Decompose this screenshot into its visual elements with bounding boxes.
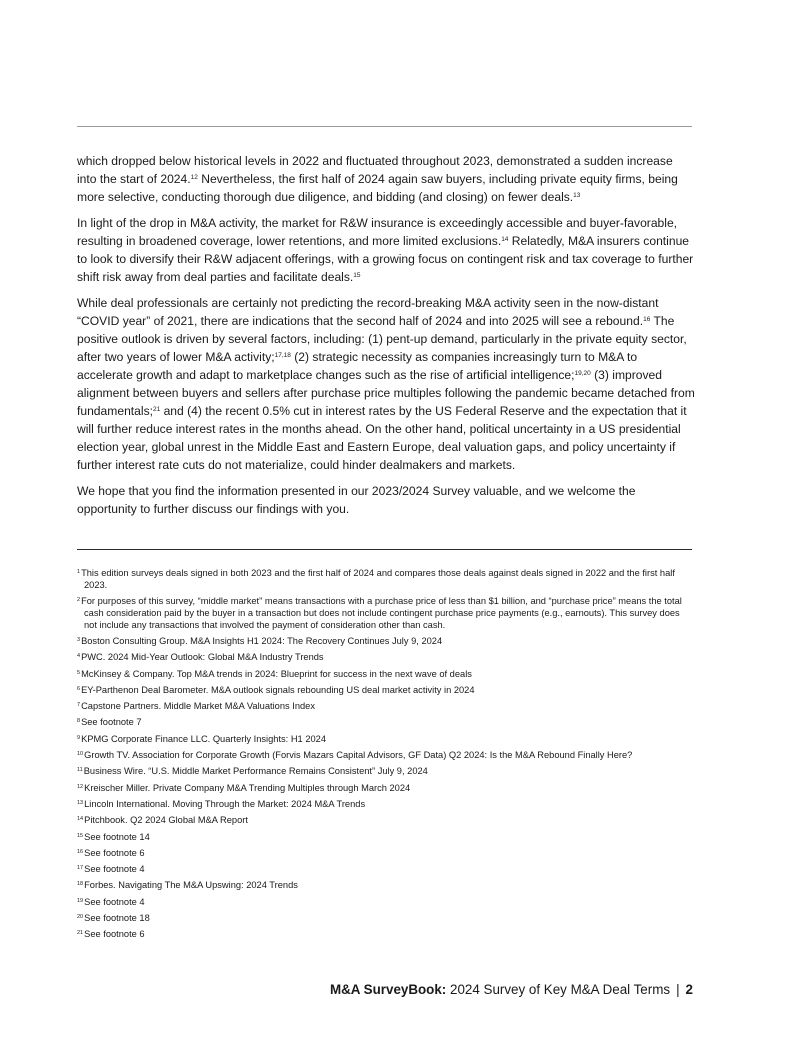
footnote-item	[77, 848, 689, 860]
footnote-text: See footnote 14	[84, 831, 150, 842]
footnote-text: See footnote 4	[84, 896, 145, 907]
footnote-item	[77, 652, 689, 664]
paragraph-text: We hope that you find the information presented in our 2023/2024 Survey valuable, and we welcome the opportunity to further discuss our findings with you.	[77, 484, 636, 516]
paragraph-text: Nevertheless, the first half of 2024 again saw buyers, including private equity firms, being more selective, conducting thorough due diligence, and bidding (and closing) on fewer deals.	[77, 172, 678, 204]
footer-brand: M&A SurveyBook:	[329, 982, 447, 997]
footnote-text: Pitchbook. Q2 2024 Global M&A Report	[84, 815, 248, 826]
footnote-text: This edition surveys deals signed in both 2023 and the first half of 2024 and compares those deals against deals signed in 2022 and the first half 2023.	[81, 568, 675, 590]
footnote-reference: 16	[643, 316, 651, 323]
body-paragraph	[77, 152, 695, 206]
footnote-item	[77, 799, 689, 811]
footnote-number: 16	[77, 848, 84, 855]
footnote-number: 14	[77, 816, 84, 823]
paragraph-text: While deal professionals are certainly not predicting the record-breaking M&A activity seen in the now-distant “COVID year” of 2021, there are indications that the second half of 2024 and into 2025 will see a rebound.	[77, 296, 659, 328]
footnote-item	[77, 669, 689, 681]
footnote-text: Kreischer Miller. Private Company M&A Trending Multiples through March 2024	[84, 782, 411, 793]
footnote-number: 18	[77, 881, 84, 888]
footnote-text: See footnote 6	[84, 929, 145, 940]
footnote-text: See footnote 4	[84, 864, 145, 875]
footnote-reference: 21	[152, 406, 161, 413]
footnote-reference: 15	[353, 272, 361, 279]
paragraph-text: which dropped below historical levels in 2022 and fluctuated throughout 2023, demonstrated a sudden increase into the start of 2024.	[77, 154, 673, 186]
body-paragraph	[77, 214, 695, 286]
paragraph-text: and (4) the recent 0.5% cut in interest rates by the US Federal Reserve and the expectation that it will further reduce interest rates in the months ahead. On the other hand, political uncertainty in a US presidential election year, global unrest in the Middle East and Eastern Europe, deal valuation gaps, and policy uncertainty if further interest rate cuts do not materialize, could hinder dealmakers and markets.	[77, 404, 687, 472]
footnote-item	[77, 701, 689, 713]
footnote-reference: 14	[501, 236, 509, 243]
body-paragraph	[77, 482, 695, 518]
paragraph-text: (2) strategic necessity as companies increasingly turn to M&A to accelerate growth and adapt to marketplace changes such as the rise of artificial intelligence;	[77, 350, 638, 382]
footnote-number: 15	[77, 832, 84, 839]
footnote-number: 11	[77, 767, 83, 774]
footnotes-divider	[77, 549, 692, 550]
footnote-text: KPMG Corporate Finance LLC. Quarterly Insights: H1 2024	[81, 733, 326, 744]
footnote-text: Capstone Partners. Middle Market M&A Valuations Index	[81, 701, 315, 712]
footnote-reference: 17,18	[274, 352, 291, 359]
footnote-number: 19	[77, 897, 84, 904]
paragraph-text: In light of the drop in M&A activity, the market for R&W insurance is exceedingly accessible and buyer-favorable, resulting in broadened coverage, lower retentions, and more limited exclusions.	[77, 216, 678, 248]
body-paragraph	[77, 294, 695, 474]
footnote-text: Forbes. Navigating The M&A Upswing: 2024 Trends	[84, 880, 298, 891]
footnote-text: See footnote 6	[84, 847, 145, 858]
body-text	[77, 152, 695, 526]
footnote-item	[77, 929, 689, 941]
footnote-reference: 13	[573, 192, 581, 199]
footnote-item	[77, 913, 689, 925]
footnote-text: Lincoln International. Moving Through the Market: 2024 M&A Trends	[84, 798, 366, 809]
footnote-text: See footnote 18	[84, 913, 150, 924]
paragraph-text: Relatedly, M&A insurers continue to look to diversify their R&W adjacent offerings, with a growing focus on contingent risk and tax coverage to further shift risk away from deal parties and facilitate deals.	[77, 234, 694, 284]
footnote-item	[77, 864, 689, 876]
footnote-item	[77, 815, 689, 827]
footnote-number: 10	[77, 751, 84, 758]
footnote-text: McKinsey & Company. Top M&A trends in 2024: Blueprint for success in the next wave of deals	[81, 668, 472, 679]
footnote-item	[77, 685, 689, 697]
paragraph-text: (3) improved alignment between buyers and sellers after purchase price multiples following the pandemic became detached from fundamentals;	[77, 368, 695, 418]
paragraph-text: The positive outlook is driven by several factors, including: (1) pent-up demand, particularly in the private equity sector, after two years of lower M&A activity;	[77, 314, 687, 364]
footer-subtitle: 2024 Survey of Key M&A Deal Terms	[446, 982, 671, 997]
page-number: 2	[685, 982, 693, 997]
footnote-item	[77, 636, 689, 648]
footnote-number: 13	[77, 799, 84, 806]
footnote-number: 17	[77, 865, 84, 872]
footnote-text: For purposes of this survey, “middle market” means transactions with a purchase price of less than $1 billion, and “purchase price” means the total cash consideration paid by the buyer in a transaction but does not include contingent purchase price payments (e.g., earnouts). This survey does not include any transactions that involved the payment of consideration other than cash.	[81, 596, 682, 630]
footnote-text: EY-Parthenon Deal Barometer. M&A outlook signals rebounding US deal market activity in 2024	[81, 684, 475, 695]
footnote-number: 21	[77, 930, 84, 937]
footer-separator: |	[676, 982, 680, 997]
footnote-number: 20	[77, 914, 84, 921]
footnote-text: Growth TV. Association for Corporate Growth (Forvis Mazars Capital Advisors, GF Data) Q2 2024: Is the M&A Rebound Finally Here?	[84, 750, 633, 761]
footnotes-list	[77, 568, 689, 946]
header-divider	[77, 126, 692, 127]
footnote-item	[77, 832, 689, 844]
footnote-item	[77, 717, 689, 729]
footnote-number: 4	[77, 653, 81, 660]
footnote-reference: 12	[190, 174, 198, 181]
footnote-reference: 19,20	[574, 370, 591, 377]
footnote-text: PWC. 2024 Mid-Year Outlook: Global M&A Industry Trends	[81, 652, 324, 663]
footnote-number: 7	[77, 702, 81, 709]
footnote-number: 9	[77, 734, 81, 741]
footnote-number: 8	[77, 718, 81, 725]
footnote-item	[77, 734, 689, 746]
footnote-number: 5	[77, 669, 81, 676]
footnote-item	[77, 766, 689, 778]
footnote-number: 2	[77, 597, 81, 604]
footnote-text: Boston Consulting Group. M&A Insights H1 2024: The Recovery Continues July 9, 2024	[81, 635, 443, 646]
footnote-item	[77, 880, 689, 892]
footnote-item	[77, 897, 689, 909]
footnote-number: 1	[77, 569, 81, 575]
footnote-number: 3	[77, 636, 81, 643]
footnote-item	[77, 783, 689, 795]
footnote-item	[77, 750, 689, 762]
footnote-text: See footnote 7	[81, 717, 142, 728]
footnote-item	[77, 568, 689, 592]
footnote-number: 6	[77, 685, 81, 692]
page-footer	[330, 982, 693, 997]
footnote-item	[77, 596, 689, 631]
footnote-number: 12	[77, 783, 84, 790]
footnote-text: Business Wire. “U.S. Middle Market Performance Remains Consistent” July 9, 2024	[83, 766, 428, 777]
